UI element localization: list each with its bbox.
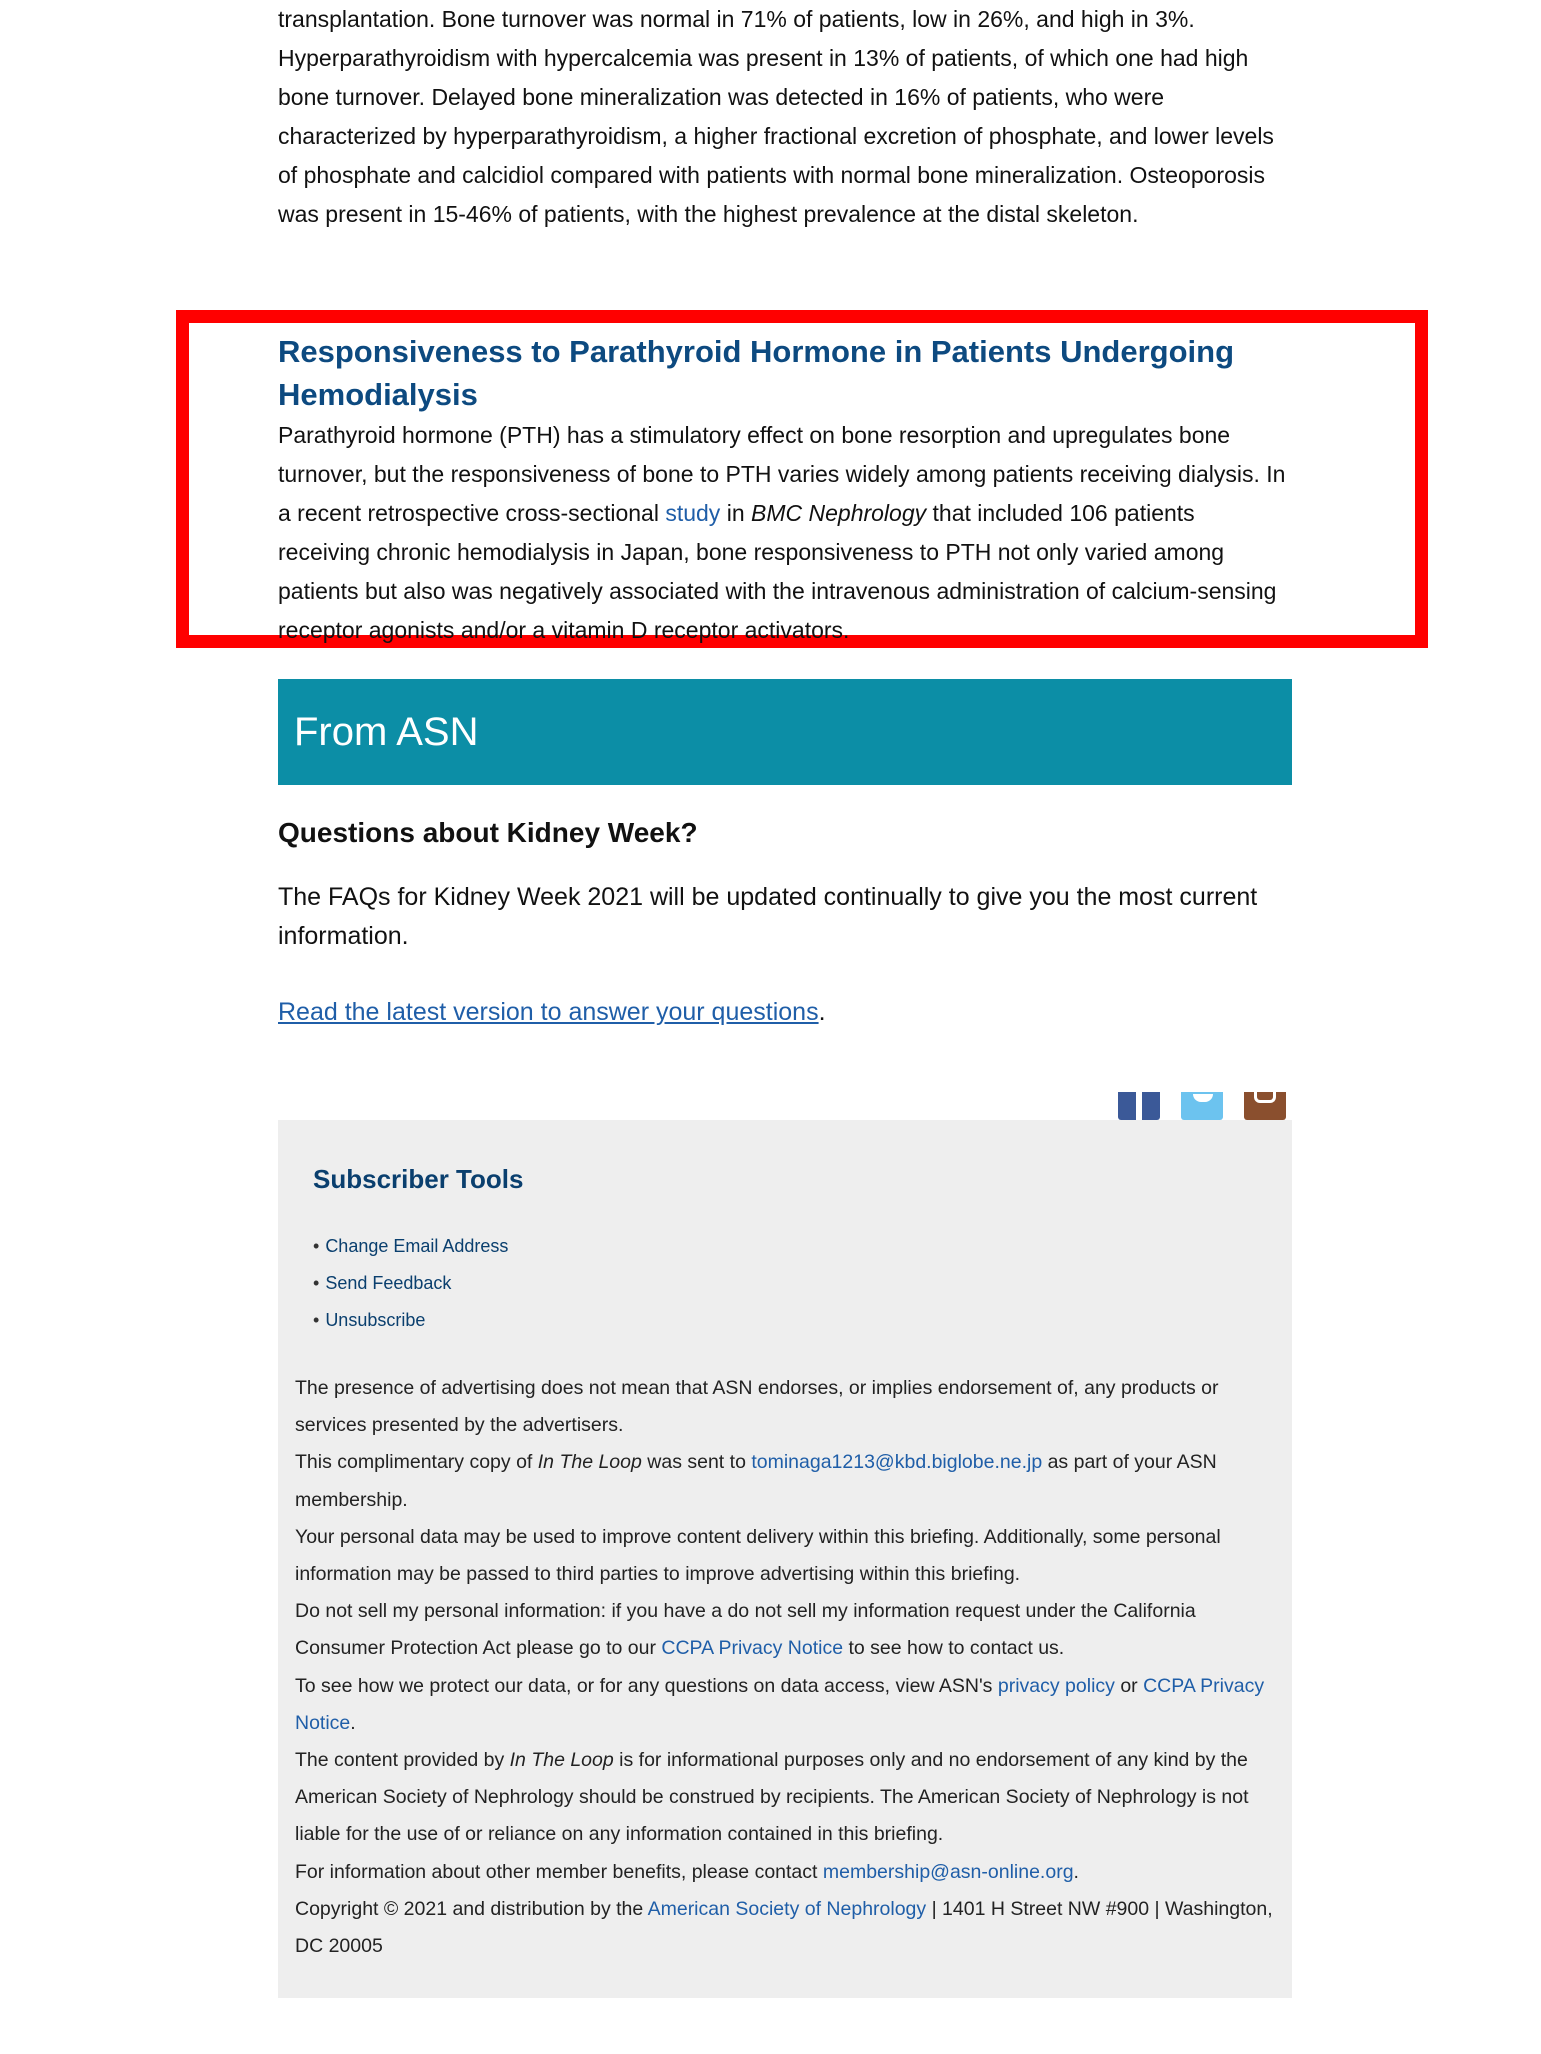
recipient-email-link[interactable]: tominaga1213@kbd.biglobe.ne.jp [751,1451,1043,1474]
bullet: • [313,1273,320,1293]
social-icons [1118,1092,1288,1120]
facebook-icon[interactable] [1118,1092,1160,1120]
bullet: • [313,1236,320,1256]
journal-name: BMC Nephrology [751,500,927,526]
article-text-2: in [720,500,751,526]
do-not-sell-text: Do not sell my personal information: if you have a do not sell my information request under the California Consumer Protection Act please go to our [295,1600,1196,1660]
tool-unsubscribe [313,1302,508,1339]
asn-link-paragraph [278,993,1292,1032]
copy-notice-text: as part of your ASN membership. [295,1451,1217,1511]
unsubscribe-link[interactable]: Unsubscribe [325,1310,426,1330]
change-email-link[interactable]: Change Email Address [325,1236,509,1256]
data-protection-text: To see how we protect our data, or for any questions on data access, view ASN's [295,1674,998,1697]
personal-data-notice: Your personal data may be used to improve content delivery within this briefing. Additionally, some personal information may be passed to third parties to improve advertising within this briefing. [295,1525,1221,1586]
study-link[interactable]: study [665,500,721,526]
ccpa-notice-link[interactable]: CCPA Privacy Notice [661,1637,844,1660]
asn-section [278,810,1292,1032]
subscriber-tools-list [313,1228,508,1339]
email-icon[interactable] [1244,1092,1286,1120]
copy-notice-text: was sent to [641,1451,752,1474]
member-benefits-notice [295,1854,1275,1891]
copyright-text: | 1401 H Street NW #900 | Washington, DC 20005 [295,1897,1273,1958]
do-not-sell-text: to see how to contact us. [843,1637,1065,1660]
tool-change-email [313,1228,508,1265]
from-asn-banner [278,679,1292,785]
article-pth [278,330,1292,650]
copyright [295,1891,1275,1965]
article-title: Responsiveness to Parathyroid Hormone in Patients Undergoing Hemodialysis [278,334,1235,412]
article-body [278,416,1292,650]
disclaimer-text: The content provided by [295,1749,510,1772]
membership-email-link[interactable]: membership@asn-online.org [822,1860,1074,1883]
do-not-sell-notice [295,1593,1275,1667]
content-disclaimer [295,1742,1275,1854]
data-protection-text: . [350,1711,356,1734]
article-text-1: Parathyroid hormone (PTH) has a stimulatory effect on bone resorption and upregulates bone turnover, but the responsiveness of bone to PTH varies widely among patients receiving dialysis. In a recent retrospective cross-sectional [278,422,1286,526]
asn-link[interactable]: American Society of Nephrology [647,1897,927,1920]
ccpa-notice-link-2[interactable]: CCPA Privacy Notice [295,1674,1265,1734]
copy-notice-text: This complimentary copy of [295,1451,538,1474]
article-text-3: that included 106 patients receiving chronic hemodialysis in Japan, bone responsiveness to PTH not only varied among patients but also was negatively associated with the intravenous administration of calcium-sensing receptor agonists and/or a vitamin D receptor activators. [278,500,1277,643]
send-feedback-link[interactable]: Send Feedback [325,1273,452,1293]
asn-heading: Questions about Kidney Week? [278,817,698,848]
twitter-icon[interactable] [1181,1092,1223,1120]
copy-notice [295,1444,1275,1518]
legal-text [295,1370,1275,1965]
publication-name: In The Loop [537,1451,642,1474]
asn-link-suffix: . [818,998,826,1026]
member-benefits-text: . [1073,1860,1079,1883]
bullet: • [313,1310,320,1330]
privacy-policy-link[interactable]: privacy policy [997,1674,1115,1697]
read-latest-link[interactable]: Read the latest version to answer your questions [278,998,819,1026]
advertising-notice: The presence of advertising does not mean that ASN endorses, or implies endorsement of, any products or services presented by the advertisers. [295,1377,1219,1437]
banner-title: From ASN [294,710,479,754]
member-benefits-text: For information about other member benefits, please contact [295,1860,823,1883]
subscriber-tools-title: Subscriber Tools [313,1164,524,1194]
data-protection-text: or [1114,1674,1144,1697]
publication-name: In The Loop [509,1749,614,1772]
footer [278,1120,1292,1998]
asn-paragraph: The FAQs for Kidney Week 2021 will be updated continually to give you the most current information. [278,883,1258,950]
data-protection-notice [295,1668,1275,1742]
copyright-text: Copyright © 2021 and distribution by the [295,1897,648,1920]
intro-paragraph: transplantation. Bone turnover was normal in 71% of patients, low in 26%, and high in 3%. Hyperparathyroidism with hypercalcemia was present in 13% of patients, of which one had high bone turnover. Delayed bone mineralization was detected in 16% of patients, who were characterized by hyperparathyroidism, a higher fractional excretion of phosphate, and lower levels of phosphate and calcidiol compared with patients with normal bone mineralization. Osteoporosis was present in 15-46% of patients, with the highest prevalence at the distal skeleton. [278,6,1274,227]
tool-send-feedback [313,1265,508,1302]
disclaimer-text: is for informational purposes only and no endorsement of any kind by the American Society of Nephrology should be construed by recipients. The American Society of Nephrology is not liable for the use of or reliance on any information contained in this briefing. [295,1749,1249,1846]
